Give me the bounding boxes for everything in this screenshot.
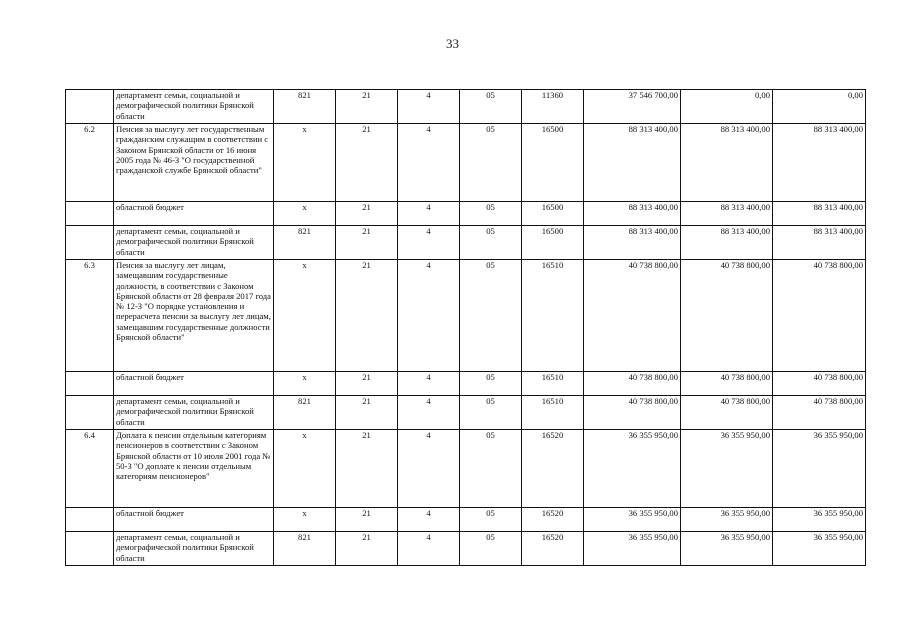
row-name: областной бюджет [114, 508, 274, 532]
row-number: 6.4 [66, 430, 114, 508]
row-code-group: 05 [460, 202, 522, 226]
row-number [66, 372, 114, 396]
row-code-section: 21 [336, 202, 398, 226]
row-sum-year1: 40 738 800,00 [584, 260, 681, 372]
row-code-subsection: 4 [398, 226, 460, 260]
row-code-admin: 821 [274, 226, 336, 260]
row-code-admin: х [274, 202, 336, 226]
table-row [66, 124, 866, 202]
row-code-section: 21 [336, 90, 398, 124]
table-row [66, 372, 866, 396]
row-sum-year3: 88 313 400,00 [773, 124, 866, 202]
table-row [66, 260, 866, 372]
row-code-group: 05 [460, 90, 522, 124]
row-code-section: 21 [336, 124, 398, 202]
row-name: Доплата к пенсии отдельным категориям пенсионеров в соответствии с Законом Брянской области от 10 июля 2001 года № 50-З "О доплате к пенсии отдельным категориям пенсионеров" [114, 430, 274, 508]
table-row [66, 226, 866, 260]
row-code-admin: х [274, 508, 336, 532]
row-number: 6.3 [66, 260, 114, 372]
row-sum-year3: 36 355 950,00 [773, 508, 866, 532]
row-sum-year1: 88 313 400,00 [584, 202, 681, 226]
row-code-subsection: 4 [398, 124, 460, 202]
row-sum-year2: 36 355 950,00 [681, 430, 773, 508]
row-code-item: 16510 [522, 260, 584, 372]
row-sum-year2: 40 738 800,00 [681, 372, 773, 396]
row-code-admin: 821 [274, 90, 336, 124]
row-name: департамент семьи, социальной и демографической политики Брянской области [114, 226, 274, 260]
row-number [66, 226, 114, 260]
row-sum-year3: 40 738 800,00 [773, 372, 866, 396]
row-sum-year1: 37 546 700,00 [584, 90, 681, 124]
row-sum-year1: 88 313 400,00 [584, 124, 681, 202]
row-number [66, 532, 114, 566]
row-sum-year1: 40 738 800,00 [584, 396, 681, 430]
row-code-section: 21 [336, 260, 398, 372]
table-row [66, 90, 866, 124]
row-code-item: 16510 [522, 372, 584, 396]
row-number [66, 202, 114, 226]
row-name: департамент семьи, социальной и демографической политики Брянской области [114, 90, 274, 124]
row-code-group: 05 [460, 396, 522, 430]
row-code-section: 21 [336, 372, 398, 396]
table-row [66, 396, 866, 430]
budget-table [65, 89, 866, 566]
row-code-admin: 821 [274, 396, 336, 430]
row-sum-year1: 40 738 800,00 [584, 372, 681, 396]
row-number [66, 90, 114, 124]
row-number: 6.2 [66, 124, 114, 202]
row-name: областной бюджет [114, 372, 274, 396]
row-code-item: 16510 [522, 396, 584, 430]
row-sum-year2: 0,00 [681, 90, 773, 124]
table-row [66, 430, 866, 508]
row-sum-year1: 36 355 950,00 [584, 532, 681, 566]
row-code-item: 16500 [522, 124, 584, 202]
row-code-section: 21 [336, 508, 398, 532]
table-row [66, 532, 866, 566]
row-sum-year3: 88 313 400,00 [773, 202, 866, 226]
row-name: Пенсия за выслугу лет государственным гражданским служащим в соответствии с Законом Брянской области от 16 июня 2005 года № 46-З "О государственной гражданской службе Брянской области" [114, 124, 274, 202]
row-name: Пенсия за выслугу лет лицам, замещавшим государственные должности, в соответствии с Законом Брянской области от 28 февраля 2017 года № 12-З "О порядке установления и перерасчета пенсии за выслугу лет лицам, замещавшим государственные должности Брянской области" [114, 260, 274, 372]
row-code-item: 16520 [522, 508, 584, 532]
row-code-subsection: 4 [398, 260, 460, 372]
row-code-group: 05 [460, 532, 522, 566]
row-number [66, 508, 114, 532]
row-sum-year1: 36 355 950,00 [584, 508, 681, 532]
row-code-group: 05 [460, 508, 522, 532]
row-code-admin: х [274, 372, 336, 396]
row-sum-year2: 40 738 800,00 [681, 260, 773, 372]
row-code-item: 16520 [522, 430, 584, 508]
row-name: областной бюджет [114, 202, 274, 226]
row-code-section: 21 [336, 226, 398, 260]
row-code-subsection: 4 [398, 202, 460, 226]
row-sum-year3: 0,00 [773, 90, 866, 124]
row-code-subsection: 4 [398, 430, 460, 508]
row-code-group: 05 [460, 124, 522, 202]
row-code-subsection: 4 [398, 90, 460, 124]
row-code-section: 21 [336, 430, 398, 508]
row-code-admin: х [274, 124, 336, 202]
table-row [66, 202, 866, 226]
row-sum-year2: 88 313 400,00 [681, 226, 773, 260]
row-code-section: 21 [336, 396, 398, 430]
row-code-group: 05 [460, 260, 522, 372]
row-code-admin: х [274, 260, 336, 372]
row-sum-year3: 40 738 800,00 [773, 396, 866, 430]
row-code-admin: х [274, 430, 336, 508]
table-body [66, 90, 866, 566]
row-name: департамент семьи, социальной и демографической политики Брянской области [114, 396, 274, 430]
row-sum-year3: 88 313 400,00 [773, 226, 866, 260]
row-code-group: 05 [460, 430, 522, 508]
page-number: 33 [446, 36, 459, 51]
row-code-group: 05 [460, 372, 522, 396]
row-code-item: 16520 [522, 532, 584, 566]
row-code-section: 21 [336, 532, 398, 566]
row-sum-year2: 36 355 950,00 [681, 508, 773, 532]
row-sum-year2: 88 313 400,00 [681, 124, 773, 202]
row-code-item: 11360 [522, 90, 584, 124]
row-code-subsection: 4 [398, 372, 460, 396]
row-sum-year2: 40 738 800,00 [681, 396, 773, 430]
row-code-subsection: 4 [398, 508, 460, 532]
row-code-admin: 821 [274, 532, 336, 566]
row-number [66, 396, 114, 430]
row-sum-year1: 36 355 950,00 [584, 430, 681, 508]
row-code-subsection: 4 [398, 532, 460, 566]
row-code-subsection: 4 [398, 396, 460, 430]
table-row [66, 508, 866, 532]
row-sum-year2: 88 313 400,00 [681, 202, 773, 226]
row-sum-year3: 36 355 950,00 [773, 430, 866, 508]
row-code-item: 16500 [522, 202, 584, 226]
row-name: департамент семьи, социальной и демографической политики Брянской области [114, 532, 274, 566]
row-sum-year3: 40 738 800,00 [773, 260, 866, 372]
row-code-group: 05 [460, 226, 522, 260]
row-code-item: 16500 [522, 226, 584, 260]
row-sum-year1: 88 313 400,00 [584, 226, 681, 260]
row-sum-year3: 36 355 950,00 [773, 532, 866, 566]
row-sum-year2: 36 355 950,00 [681, 532, 773, 566]
